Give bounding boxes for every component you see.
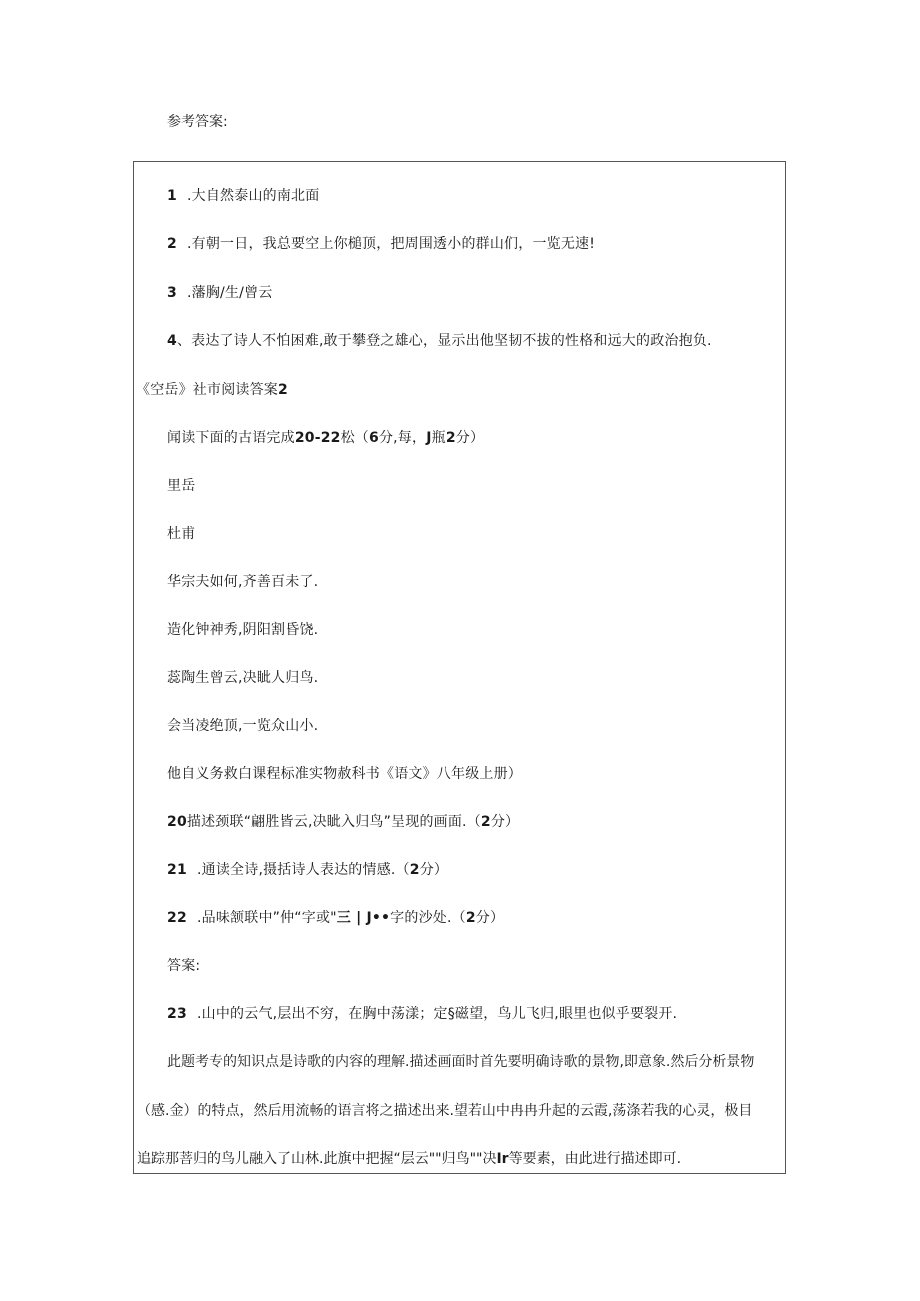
instruction-text: 分） — [455, 430, 485, 446]
answer-item-1 — [167, 186, 319, 206]
section-title — [136, 380, 288, 400]
question-text: 分） — [490, 814, 520, 830]
question-number: 22 — [167, 910, 187, 926]
question-range: 20-22 — [294, 430, 341, 446]
instruction-line — [167, 428, 484, 448]
question-21 — [167, 860, 448, 880]
question-text: .品味颔联中”仲“字或" — [197, 910, 337, 926]
answer-item-3 — [167, 283, 272, 303]
item-number: 3 — [167, 285, 177, 301]
question-text: 描述颈联“翩胜皆云,决眦入归鸟”呈现的画面.（ — [186, 814, 481, 830]
item-text: .有朝一日，我总要空上你槌顶，把周围透小的群山们，一览无速! — [187, 236, 596, 252]
poem-title: 里岳 — [167, 478, 196, 494]
poem-line-4: 会当凌绝顶,一览众山小. — [167, 718, 319, 734]
instruction-text: 松（ — [340, 430, 369, 446]
question-text: .通读全诗,摄括诗人表达的情感.（ — [197, 862, 410, 878]
answer-label: 答案: — [167, 958, 201, 974]
question-score: 2 — [480, 814, 491, 830]
instruction-glyph: J — [426, 430, 432, 446]
explanation-line-2: （感.金）的特点，然后用流畅的语言将之描述出来.望若山中冉冉升起的云霞,荡涤若我的心灵，极目 — [137, 1103, 753, 1119]
question-text: 字的沙处.（ — [390, 910, 466, 926]
answer-item-4 — [167, 331, 712, 351]
section-title-number: 2 — [278, 382, 288, 398]
poem-source: 他自义务救白课程标准实物赦科书《语文》八年级上册） — [167, 766, 522, 782]
item-text: .藩胸/生/曾云 — [187, 285, 273, 301]
item-number: 2 — [167, 236, 177, 252]
instruction-text: 闻读下面的古语完成 — [167, 430, 295, 446]
explanation-line-1: 此题考专的知识点是诗歌的内容的理解.描述画面时首先要明确诗歌的景物,即意象.然后分析景物 — [167, 1054, 755, 1070]
question-text: 分） — [419, 862, 449, 878]
answer-item-2 — [167, 234, 595, 254]
item-number: 4 — [167, 333, 177, 349]
instruction-text: 瓶 — [431, 430, 446, 446]
answer-text: .山中的云气,层出不穷，在胸中荡漾；定§磁望，鸟儿飞归,眼里也似乎要裂开. — [197, 1006, 678, 1022]
question-number: 21 — [167, 862, 187, 878]
question-score: 2 — [409, 862, 420, 878]
question-glyphs: 三 | J•• — [336, 910, 391, 926]
explanation-line-3 — [137, 1149, 681, 1169]
poem-author: 杜甫 — [167, 526, 196, 542]
poem-line-3: 蕊陶生曾云,决眦人归鸟. — [167, 670, 319, 686]
question-number: 20 — [167, 814, 187, 830]
question-text: 分） — [475, 910, 505, 926]
item-number: 1 — [167, 188, 177, 204]
answer-number: 23 — [167, 1006, 187, 1022]
item-text: .大自然泰山的南北面 — [187, 188, 320, 204]
explanation-text: 等要素，由此进行描述即可. — [508, 1151, 682, 1167]
answer-key-heading: 参考答案: — [167, 114, 228, 130]
explanation-text: 追踪那菩归的鸟儿融入了山林.此旗中把握“层云""归鸟""决 — [137, 1151, 497, 1167]
poem-line-1: 华宗夫如何,齐善百未了. — [167, 574, 319, 590]
instruction-text: 分,每， — [378, 430, 427, 446]
section-title-text: 《空岳》社市阅读答案 — [136, 382, 278, 398]
question-score: 2 — [465, 910, 476, 926]
total-score: 6 — [369, 430, 379, 446]
poem-line-2: 造化钟神秀,阴阳割昏饶. — [167, 622, 319, 638]
per-question-score: 2 — [445, 430, 456, 446]
question-20 — [167, 812, 519, 832]
question-22 — [167, 908, 504, 928]
answer-23 — [167, 1004, 677, 1024]
item-text: 、表达了诗人不怕困难,敢于攀登之雄心，显示出他坚韧不拔的性格和远大的政治抱负. — [176, 333, 712, 349]
explanation-glyph: Ir — [496, 1151, 509, 1167]
